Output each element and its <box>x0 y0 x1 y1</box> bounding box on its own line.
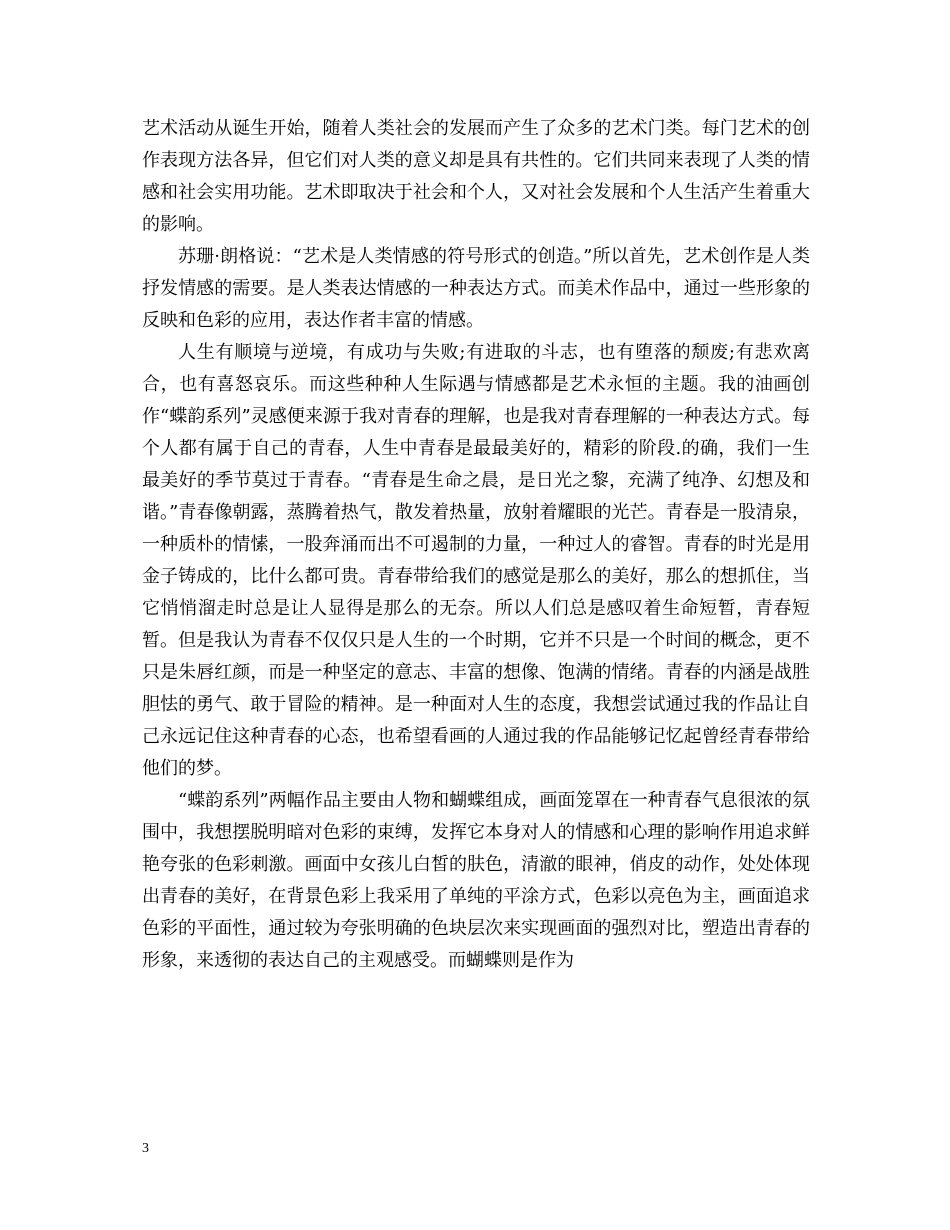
document-body <box>142 113 810 977</box>
paragraph-4: “蝶韵系列”两幅作品主要由人物和蝴蝶组成，画面笼罩在一种青春气息很浓的氛围中，我想摆脱明暗对色彩的束缚，发挥它本身对人的情感和心理的影响作用追求鲜艳夸张的色彩刺激。画面中女孩儿白皙的肤色，清澈的眼神，俏皮的动作，处处体现出青春的美好，在背景色彩上我采用了单纯的平涂方式，色彩以亮色为主，画面追求色彩的平面性，通过较为夸张明确的色块层次来实现画面的强烈对比，塑造出青春的形象，来透彻的表达自己的主观感受。而蝴蝶则是作为 <box>142 790 810 971</box>
page-number: 3 <box>142 1141 149 1156</box>
paragraph-3: 人生有顺境与逆境，有成功与失败;有进取的斗志，也有堕落的颓废;有悲欢离合，也有喜怒哀乐。而这些种种人生际遇与情感都是艺术永恒的主题。我的油画创作“蝶韵系列”灵感便来源于我对青春的理解，也是我对青春理解的一种表达方式。每个人都有属于自己的青春，人生中青春是最最美好的，精彩的阶段.的确，我们一生最美好的季节莫过于青春。“青春是生命之晨，是日光之黎，充满了纯净、幻想及和谐。”青春像朝露，蒸腾着热气，散发着热量，放射着耀眼的光芒。青春是一股清泉，一种质朴的情愫，一股奔涌而出不可遏制的力量，一种过人的睿智。青春的时光是用金子铸成的，比什么都可贵。青春带给我们的感觉是那么的美好，那么的想抓住，当它悄悄溜走时总是让人显得是那么的无奈。所以人们总是感叹着生命短暂，青春短暂。但是我认为青春不仅仅只是人生的一个时期，它并不只是一个时间的概念，更不只是朱唇红颜，而是一种坚定的意志、丰富的想像、饱满的情绪。青春的内涵是战胜胆怯的勇气、敢于冒险的精神。是一种面对人生的态度，我想尝试通过我的作品让自己永远记住这种青春的心态，也希望看画的人通过我的作品能够记忆起曾经青春带给他们的梦。 <box>142 342 810 779</box>
paragraph-1: 艺术活动从诞生开始，随着人类社会的发展而产生了众多的艺术门类。每门艺术的创作表现方法各异，但它们对人类的意义却是具有共性的。它们共同来表现了人类的情感和社会实用功能。艺术即取决于社会和个人，又对社会发展和个人生活产生着重大的影响。 <box>142 118 810 235</box>
paragraph-2: 苏珊·朗格说：“艺术是人类情感的符号形式的创造。”所以首先，艺术创作是人类抒发情感的需要。是人类表达情感的一种表达方式。而美术作品中，通过一些形象的反映和色彩的应用，表达作者丰富的情感。 <box>142 246 810 331</box>
